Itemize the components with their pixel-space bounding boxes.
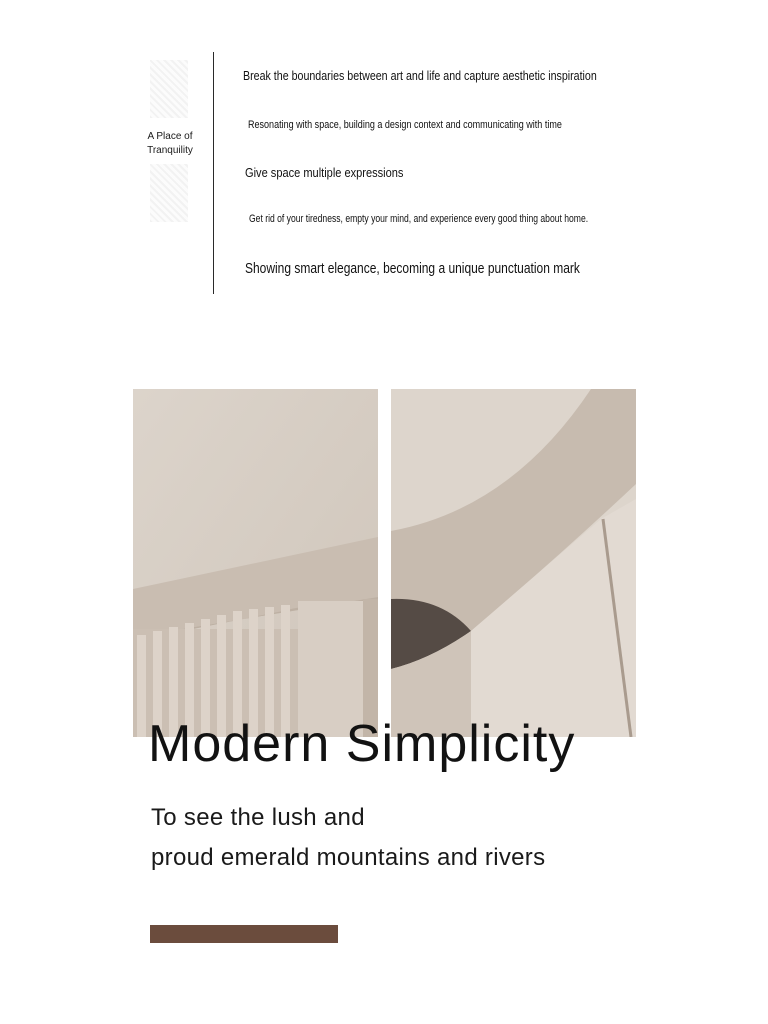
subtitle-line1: To see the lush and [151, 804, 365, 831]
tagline-3: Give space multiple expressions [245, 165, 404, 180]
decorative-texture-bottom [150, 164, 188, 222]
page-title: Modern Simplicity [148, 715, 576, 773]
tagline-1: Break the boundaries between art and life and capture aesthetic inspiration [243, 68, 597, 83]
decorative-texture-top [150, 60, 188, 118]
tagline-5: Showing smart elegance, becoming a unique punctuation mark [245, 260, 580, 277]
side-label-line1: A Place of [147, 131, 193, 142]
vertical-divider [213, 52, 214, 294]
tagline-4: Get rid of your tiredness, empty your mind, and experience every good thing about home. [249, 213, 589, 225]
tagline-2: Resonating with space, building a design context and communicating with time [248, 119, 562, 131]
interior-photo-right [391, 389, 636, 737]
subtitle-line2: proud emerald mountains and rivers [151, 844, 546, 871]
side-label-line2: Tranquility [147, 145, 193, 156]
side-label [132, 130, 208, 158]
accent-bar [150, 925, 338, 943]
interior-photo-left [133, 389, 378, 737]
side-block [132, 58, 204, 228]
